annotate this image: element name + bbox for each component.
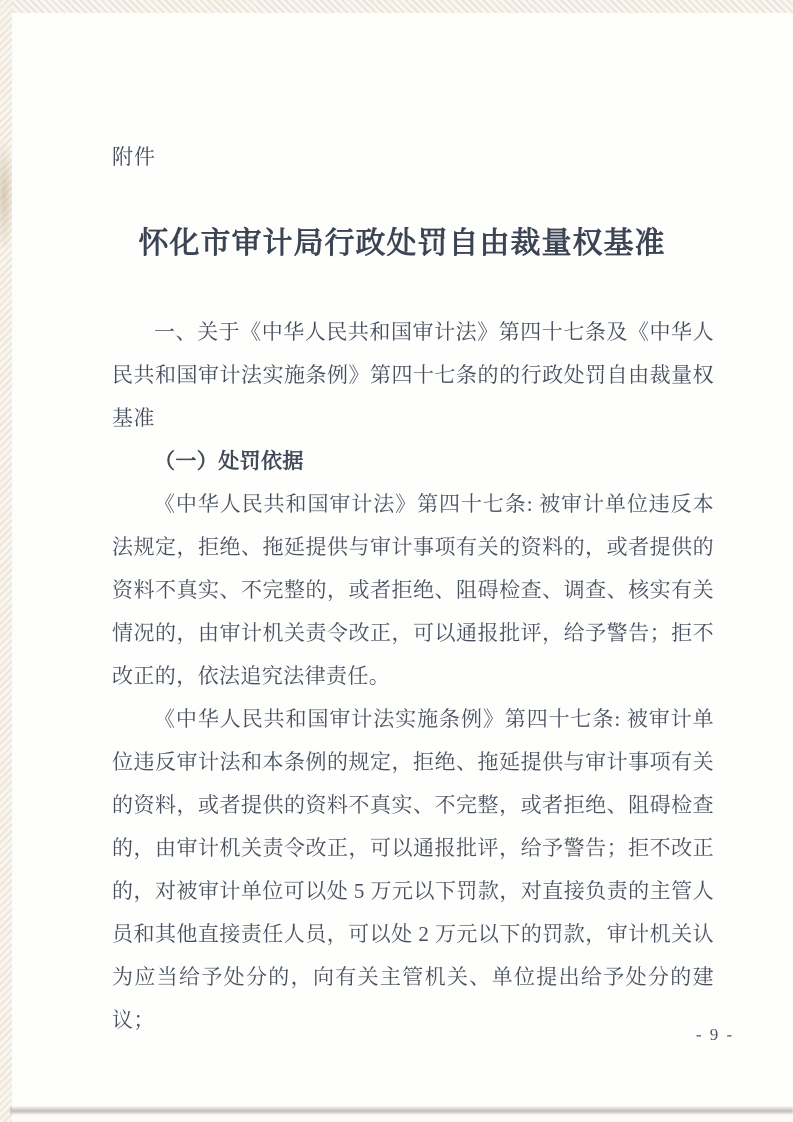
document-title: 怀化市审计局行政处罚自由裁量权基准 xyxy=(138,227,666,260)
paragraph-implementation-regulation-article47: 《中华人民共和国审计法实施条例》第四十七条: 被审计单位违反审计法和本条例的规定，拒绝、拖延提供与审计事项有关的资料，或者提供的资料不真实、不完整，或者拒绝、阻碍检查的，由审计机关责令改正，可以通报批评，给予警告；拒不改正的，对被审计单位可以处 5 万元以下罚款，对直接负责的主管人员和其他直接责任人员，可以处 2 万元以下的罚款，审计机关认为应当给予处分的，向有关主管机关、单位提出给予处分的建议； xyxy=(112,707,714,1032)
document-body xyxy=(112,311,714,1042)
page-number: - 9 - xyxy=(695,1025,735,1044)
section-heading: 一、关于《中华人民共和国审计法》第四十七条及《中华人民共和国审计法实施条例》第四十七条的的行政处罚自由裁量权基准 xyxy=(112,321,714,430)
paragraph-audit-law-article47: 《中华人民共和国审计法》第四十七条: 被审计单位违反本法规定，拒绝、拖延提供与审计事项有关的资料的，或者提供的资料不真实、不完整的，或者拒绝、阻碍检查、调查、核实有关情况的，由审计机关责令改正，可以通报批评，给予警告；拒不改正的，依法追究法律责任。 xyxy=(112,492,714,688)
attachment-label: 附件 xyxy=(112,145,156,169)
document-page xyxy=(12,13,793,1106)
scan-edge-top xyxy=(0,0,793,13)
scan-bottom-shadow xyxy=(10,1106,793,1115)
sub-heading: （一）处罚依据 xyxy=(154,449,304,473)
